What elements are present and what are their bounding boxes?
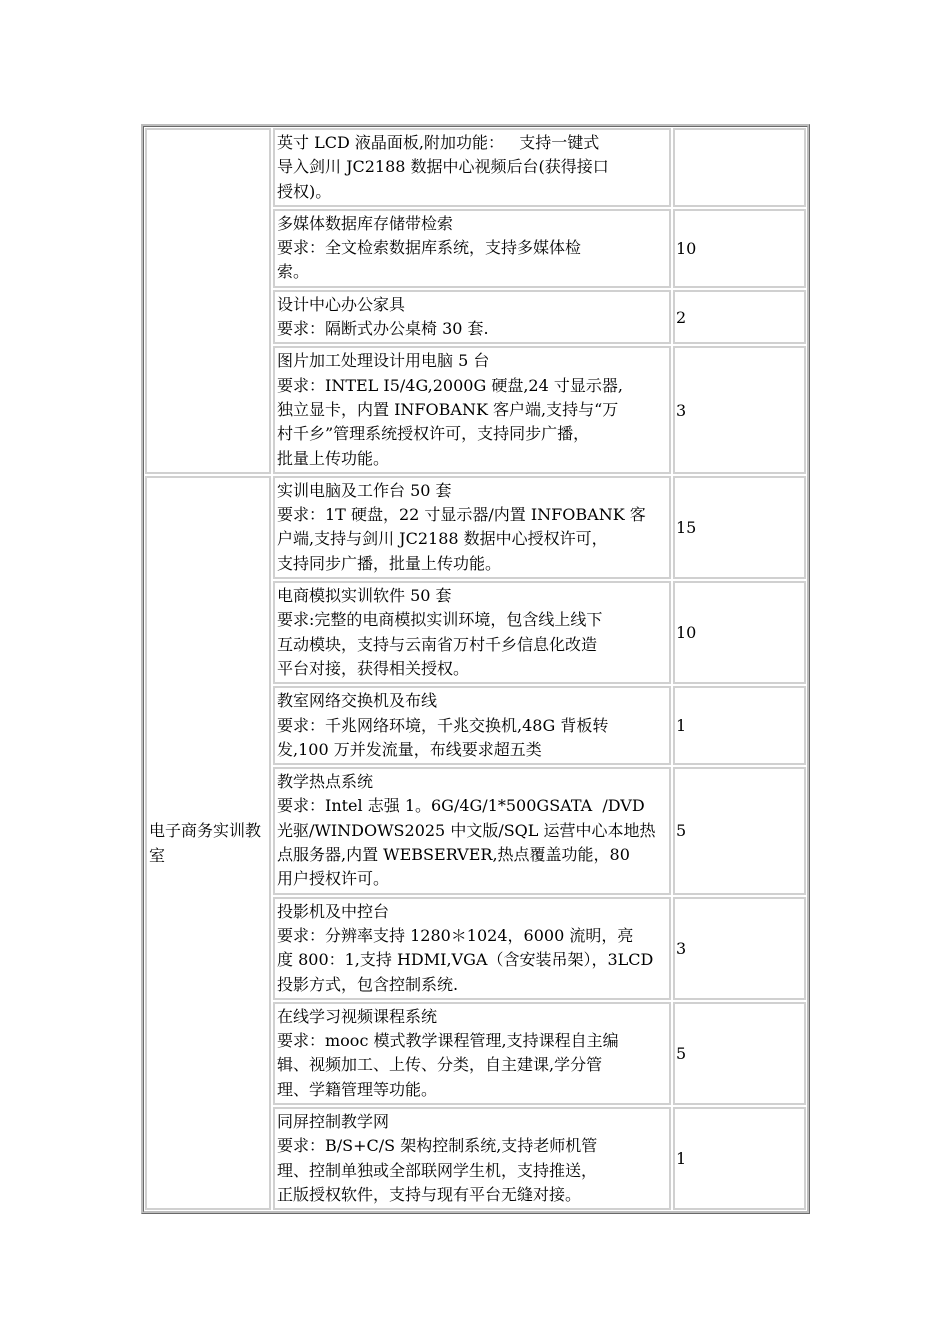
table-row-group [144, 475, 807, 1211]
table-row [272, 580, 807, 685]
description-line: 要求：全文检索数据库系统，支持多媒体检 [277, 238, 582, 258]
description-line: 批量上传功能。 [277, 448, 390, 468]
table-row [272, 127, 807, 208]
quantity-cell: 3 [673, 897, 806, 1000]
item-description-cell [273, 686, 671, 765]
description-line: 多媒体数据库存储带检索 [277, 213, 454, 233]
description-line: 村千乡”管理系统授权许可，支持同步广播， [277, 424, 590, 444]
table-row [272, 1106, 807, 1211]
description-line: 图片加工处理设计用电脑 5 台 [277, 351, 490, 371]
quantity-cell: 10 [673, 581, 806, 684]
description-line: 发,100 万并发流量，布线要求超五类 [277, 739, 542, 759]
description-line: 教室网络交换机及布线 [277, 691, 438, 711]
quantity-cell: 5 [673, 1002, 806, 1105]
item-description-cell [273, 581, 671, 684]
quantity-cell: 2 [673, 290, 806, 345]
description-line: 点服务器,内置 WEBSERVER,热点覆盖功能，80 [277, 845, 630, 865]
table-row-group [144, 127, 807, 475]
table-row [272, 345, 807, 474]
description-line: 要求：INTEL I5/4G,2000G 硬盘,24 寸显示器, [277, 375, 623, 395]
item-description-cell [273, 767, 671, 894]
description-line: 同屏控制教学网 [277, 1111, 390, 1131]
category-cell: 电子商务实训教室 [145, 476, 271, 1210]
quantity-cell: 1 [673, 686, 806, 765]
description-line: 理、学籍管理等功能。 [277, 1079, 438, 1099]
item-description-cell [273, 476, 671, 579]
item-description-cell [273, 897, 671, 1000]
description-line: 要求：分辨率支持 1280＊1024，6000 流明，亮 [277, 925, 634, 945]
quantity-cell: 1 [673, 1107, 806, 1210]
item-description-cell [273, 128, 671, 207]
description-line: 平台对接，获得相关授权。 [277, 658, 470, 678]
item-description-cell [273, 290, 671, 345]
quantity-cell: 3 [673, 346, 806, 473]
description-line: 光驱/WINDOWS2025 中文版/SQL 运营中心本地热 [277, 820, 656, 840]
item-description-cell [273, 1002, 671, 1105]
description-line: 在线学习视频课程系统 [277, 1006, 438, 1026]
description-line: 电商模拟实训软件 50 套 [277, 586, 452, 606]
description-line: 要求：千兆网络环境，千兆交换机,48G 背板转 [277, 715, 609, 735]
category-cell [145, 128, 271, 474]
description-line: 设计中心办公家具 [277, 294, 406, 314]
description-line: 要求:完整的电商模拟实训环境，包含线上线下 [277, 610, 603, 630]
quantity-cell: 10 [673, 209, 806, 288]
description-line: 理、控制单独或全部联网学生机，支持推送， [277, 1160, 598, 1180]
quantity-cell: 15 [673, 476, 806, 579]
item-description-cell [273, 1107, 671, 1210]
description-line: 要求：B/S+C/S 架构控制系统,支持老师机管 [277, 1136, 598, 1156]
description-line: 要求：隔断式办公桌椅 30 套. [277, 319, 489, 339]
description-line: 投影方式，包含控制系统. [277, 974, 459, 994]
description-line: 导入剑川 JC2188 数据中心视频后台(获得接口 [277, 157, 609, 177]
description-line: 支持同步广播，批量上传功能。 [277, 553, 502, 573]
description-line: 索。 [277, 262, 310, 282]
table-row [272, 475, 807, 580]
table-row [272, 766, 807, 895]
description-line: 实训电脑及工作台 50 套 [277, 480, 452, 500]
description-line: 教学热点系统 [277, 772, 374, 792]
description-line: 用户授权许可。 [277, 869, 390, 889]
description-line: 度 800：1,支持 HDMI,VGA（含安装吊架），3LCD [277, 950, 654, 970]
description-line: 正版授权软件，支持与现有平台无缝对接。 [277, 1184, 582, 1204]
description-line: 投影机及中控台 [277, 901, 390, 921]
description-line: 要求：Intel 志强 1。6G/4G/1*500GSATA /DVD [277, 796, 645, 816]
description-line: 要求：1T 硬盘，22 寸显示器/内置 INFOBANK 客 [277, 505, 646, 525]
equipment-table [141, 124, 810, 1214]
description-line: 独立显卡，内置 INFOBANK 客户端,支持与“万 [277, 399, 619, 419]
description-line: 英寸 LCD 液晶面板,附加功能： 支持一键式 [277, 133, 600, 152]
quantity-cell: 5 [673, 767, 806, 894]
item-description-cell [273, 346, 671, 473]
table-row [272, 685, 807, 766]
item-description-cell [273, 209, 671, 288]
description-line: 户端,支持与剑川 JC2188 数据中心授权许可， [277, 529, 608, 549]
description-line: 辑、视频加工、上传、分类，自主建课,学分管 [277, 1055, 603, 1075]
quantity-cell [673, 128, 806, 207]
table-row [272, 896, 807, 1001]
description-line: 要求：mooc 模式教学课程管理,支持课程自主编 [277, 1031, 619, 1051]
table-row [272, 1001, 807, 1106]
table-row [272, 289, 807, 346]
table-row [272, 208, 807, 289]
description-line: 互动模块，支持与云南省万村千乡信息化改造 [277, 634, 598, 654]
description-line: 授权)。 [277, 181, 332, 201]
